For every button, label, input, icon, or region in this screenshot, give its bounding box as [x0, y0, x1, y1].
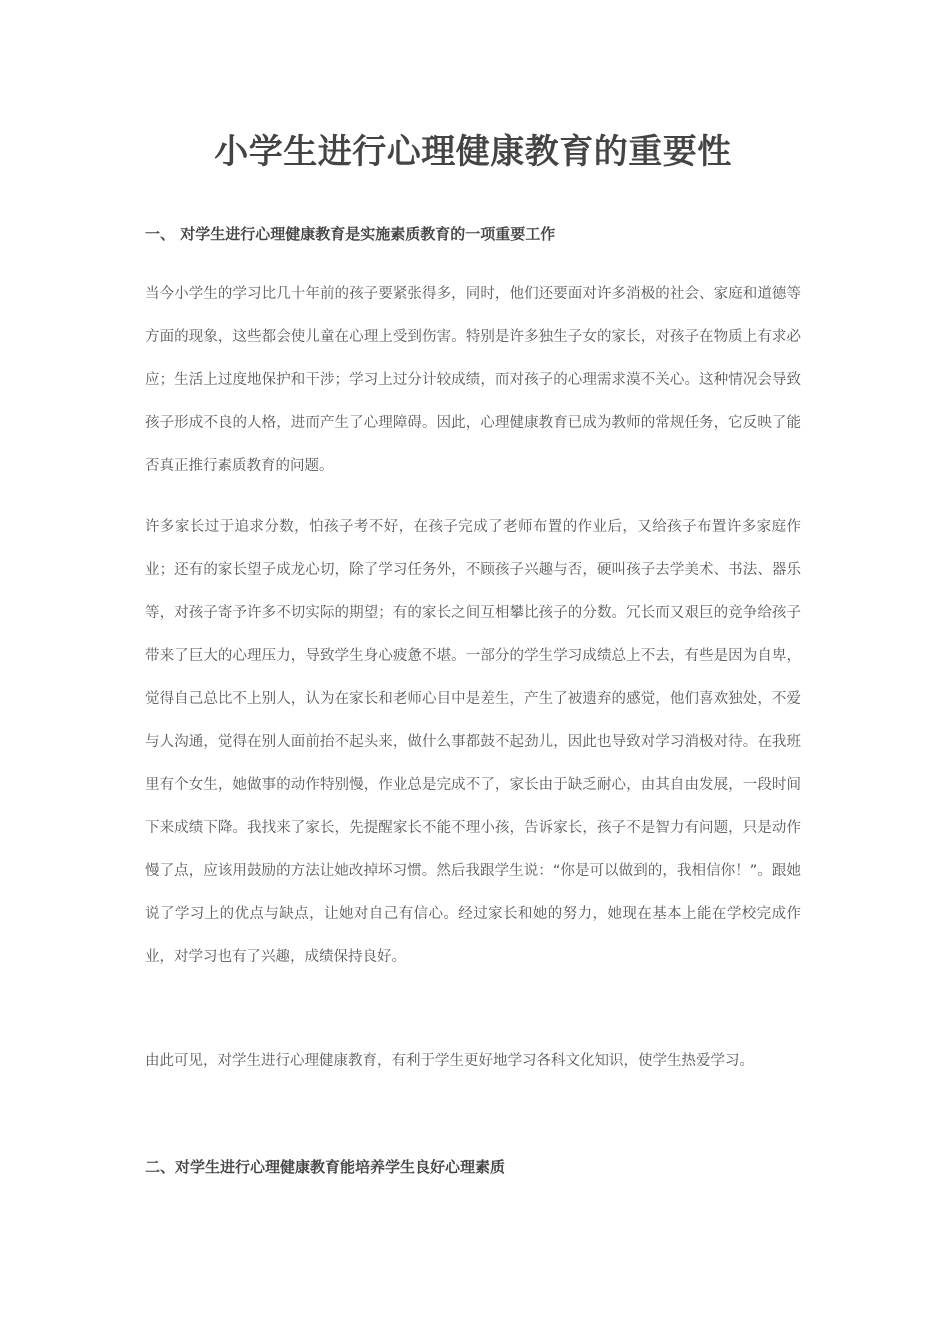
paragraph-3: 由此可见，对学生进行心理健康教育，有利于学生更好地学习各科文化知识，使学生热爱学习。	[145, 1053, 754, 1069]
section-heading-1: 一、 对学生进行心理健康教育是实施素质教育的一项重要工作	[145, 225, 556, 243]
section-heading-2: 二、对学生进行心理健康教育能培养学生良好心理素质	[145, 1158, 506, 1176]
paragraph-1: 当今小学生的学习比几十年前的孩子要紧张得多，同时，他们还要面对许多消极的社会、家庭和道德等方面的现象，这些都会使儿童在心理上受到伤害。特别是许多独生子女的家长，对孩子在物质上有求必应；生活上过度地保护和干涉；学习上过分计较成绩，而对孩子的心理需求漠不关心。这种情况会导致孩子形成不良的人格，进而产生了心理障碍。因此，心理健康教育已成为教师的常规任务，它反映了能否真正推行素质教育的问题。	[145, 286, 801, 474]
document-title: 小学生进行心理健康教育的重要性	[214, 132, 732, 172]
paragraph-2: 许多家长过于追求分数，怕孩子考不好，在孩子完成了老师布置的作业后，又给孩子布置许多家庭作业；还有的家长望子成龙心切，除了学习任务外，不顾孩子兴趣与否，硬叫孩子去学美术、书法、器乐等，对孩子寄予许多不切实际的期望；有的家长之间互相攀比孩子的分数。冗长而又艰巨的竞争给孩子带来了巨大的心理压力，导致学生身心疲惫不堪。一部分的学生学习成绩总上不去，有些是因为自卑，觉得自己总比不上别人，认为在家长和老师心目中是差生，产生了被遗弃的感觉，他们喜欢独处，不爱与人沟通，觉得在别人面前抬不起头来，做什么事都鼓不起劲儿，因此也导致对学习消极对待。在我班里有个女生，她做事的动作特别慢，作业总是完成不了，家长由于缺乏耐心，由其自由发展，一段时间下来成绩下降。我找来了家长，先提醒家长不能不理小孩，告诉家长，孩子不是智力有问题，只是动作慢了点，应该用鼓励的方法让她改掉坏习惯。然后我跟学生说：“你是可以做到的，我相信你！”。跟她说了学习上的优点与缺点，让她对自己有信心。经过家长和她的努力，她现在基本上能在学校完成作业，对学习也有了兴趣，成绩保持良好。	[145, 519, 801, 965]
